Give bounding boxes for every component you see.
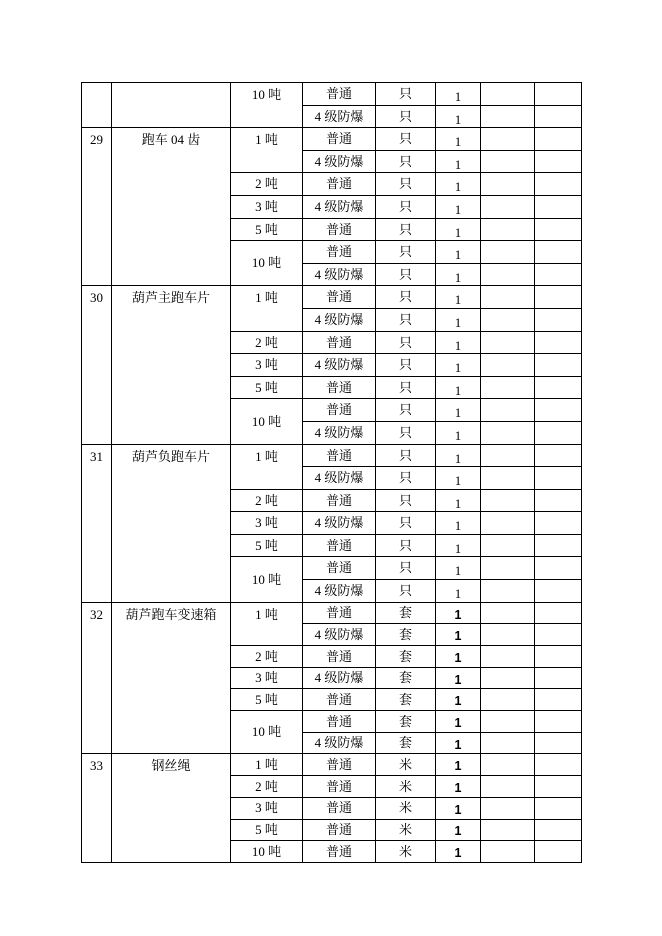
type-cell: 普通 — [303, 489, 376, 512]
empty-cell-1 — [481, 467, 535, 490]
type-cell: 4 级防爆 — [303, 624, 376, 646]
empty-cell-2 — [535, 286, 582, 309]
qty-cell: 1 — [436, 754, 481, 776]
empty-cell-2 — [535, 128, 582, 151]
empty-cell-1 — [481, 557, 535, 580]
tonnage-cell: 3 吨 — [231, 512, 303, 535]
tonnage-cell: 1 吨 — [231, 444, 303, 489]
item-name-cell: 葫芦跑车变速箱 — [112, 602, 231, 754]
qty-cell: 1 — [436, 512, 481, 535]
type-cell: 4 级防爆 — [303, 105, 376, 128]
qty-cell: 1 — [436, 105, 481, 128]
empty-cell-2 — [535, 150, 582, 173]
empty-cell-1 — [481, 776, 535, 798]
empty-cell-1 — [481, 667, 535, 689]
tonnage-cell: 2 吨 — [231, 646, 303, 668]
unit-cell: 套 — [376, 689, 436, 711]
tonnage-cell: 5 吨 — [231, 376, 303, 399]
type-cell: 普通 — [303, 797, 376, 819]
tonnage-cell: 5 吨 — [231, 534, 303, 557]
qty-cell: 1 — [436, 841, 481, 863]
tonnage-cell: 10 吨 — [231, 711, 303, 754]
unit-cell: 只 — [376, 354, 436, 377]
item-name-cell: 钢丝绳 — [112, 754, 231, 862]
tonnage-cell: 1 吨 — [231, 286, 303, 331]
empty-cell-1 — [481, 195, 535, 218]
unit-cell: 只 — [376, 173, 436, 196]
empty-cell-1 — [481, 841, 535, 863]
empty-cell-2 — [535, 557, 582, 580]
tonnage-cell: 10 吨 — [231, 399, 303, 444]
tonnage-cell: 5 吨 — [231, 218, 303, 241]
qty-cell: 1 — [436, 489, 481, 512]
empty-cell-2 — [535, 512, 582, 535]
unit-cell: 只 — [376, 331, 436, 354]
type-cell: 4 级防爆 — [303, 354, 376, 377]
tonnage-cell: 5 吨 — [231, 819, 303, 841]
empty-cell-1 — [481, 218, 535, 241]
empty-cell-1 — [481, 489, 535, 512]
item-name-cell: 葫芦主跑车片 — [112, 286, 231, 444]
qty-cell: 1 — [436, 150, 481, 173]
empty-cell-1 — [481, 263, 535, 286]
empty-cell-1 — [481, 173, 535, 196]
empty-cell-1 — [481, 376, 535, 399]
unit-cell: 套 — [376, 711, 436, 733]
unit-cell: 只 — [376, 399, 436, 422]
tonnage-cell: 2 吨 — [231, 331, 303, 354]
qty-cell: 1 — [436, 534, 481, 557]
item-index-cell: 32 — [82, 602, 112, 754]
empty-cell-2 — [535, 331, 582, 354]
qty-cell: 1 — [436, 444, 481, 467]
parts-table — [81, 82, 582, 863]
document-page — [81, 82, 582, 863]
empty-cell-1 — [481, 421, 535, 444]
unit-cell: 只 — [376, 421, 436, 444]
type-cell: 普通 — [303, 754, 376, 776]
empty-cell-2 — [535, 534, 582, 557]
qty-cell: 1 — [436, 421, 481, 444]
empty-cell-1 — [481, 308, 535, 331]
empty-cell-1 — [481, 602, 535, 624]
empty-cell-2 — [535, 732, 582, 754]
empty-cell-1 — [481, 354, 535, 377]
type-cell: 4 级防爆 — [303, 732, 376, 754]
unit-cell: 只 — [376, 150, 436, 173]
unit-cell: 米 — [376, 754, 436, 776]
item-index-cell: 29 — [82, 128, 112, 286]
qty-cell: 1 — [436, 331, 481, 354]
item-name-cell — [112, 83, 231, 128]
table-row — [82, 602, 582, 624]
unit-cell: 只 — [376, 195, 436, 218]
unit-cell: 只 — [376, 83, 436, 106]
empty-cell-1 — [481, 624, 535, 646]
unit-cell: 只 — [376, 376, 436, 399]
tonnage-cell: 1 吨 — [231, 754, 303, 776]
type-cell: 4 级防爆 — [303, 580, 376, 603]
qty-cell: 1 — [436, 376, 481, 399]
tonnage-cell: 2 吨 — [231, 173, 303, 196]
unit-cell: 只 — [376, 467, 436, 490]
type-cell: 普通 — [303, 376, 376, 399]
empty-cell-2 — [535, 711, 582, 733]
unit-cell: 只 — [376, 444, 436, 467]
type-cell: 普通 — [303, 776, 376, 798]
table-row — [82, 444, 582, 467]
empty-cell-2 — [535, 797, 582, 819]
item-name-cell: 葫芦负跑车片 — [112, 444, 231, 602]
type-cell: 普通 — [303, 128, 376, 151]
item-index-cell — [82, 83, 112, 128]
unit-cell: 只 — [376, 241, 436, 264]
qty-cell: 1 — [436, 580, 481, 603]
empty-cell-2 — [535, 263, 582, 286]
empty-cell-2 — [535, 241, 582, 264]
unit-cell: 米 — [376, 776, 436, 798]
unit-cell: 只 — [376, 534, 436, 557]
empty-cell-1 — [481, 241, 535, 264]
unit-cell: 只 — [376, 489, 436, 512]
qty-cell: 1 — [436, 624, 481, 646]
empty-cell-2 — [535, 444, 582, 467]
qty-cell: 1 — [436, 354, 481, 377]
empty-cell-1 — [481, 534, 535, 557]
empty-cell-2 — [535, 580, 582, 603]
table-row — [82, 83, 582, 106]
type-cell: 4 级防爆 — [303, 308, 376, 331]
unit-cell: 只 — [376, 263, 436, 286]
empty-cell-2 — [535, 421, 582, 444]
empty-cell-2 — [535, 489, 582, 512]
tonnage-cell: 10 吨 — [231, 83, 303, 128]
unit-cell: 只 — [376, 308, 436, 331]
empty-cell-1 — [481, 512, 535, 535]
qty-cell: 1 — [436, 467, 481, 490]
empty-cell-2 — [535, 841, 582, 863]
type-cell: 普通 — [303, 241, 376, 264]
type-cell: 4 级防爆 — [303, 667, 376, 689]
empty-cell-2 — [535, 602, 582, 624]
type-cell: 普通 — [303, 534, 376, 557]
empty-cell-2 — [535, 105, 582, 128]
empty-cell-2 — [535, 218, 582, 241]
unit-cell: 只 — [376, 286, 436, 309]
empty-cell-2 — [535, 754, 582, 776]
empty-cell-1 — [481, 580, 535, 603]
type-cell: 4 级防爆 — [303, 195, 376, 218]
table-row — [82, 128, 582, 151]
qty-cell: 1 — [436, 128, 481, 151]
type-cell: 4 级防爆 — [303, 263, 376, 286]
tonnage-cell: 10 吨 — [231, 841, 303, 863]
tonnage-cell: 1 吨 — [231, 602, 303, 645]
unit-cell: 套 — [376, 667, 436, 689]
empty-cell-2 — [535, 195, 582, 218]
type-cell: 普通 — [303, 444, 376, 467]
item-index-cell: 31 — [82, 444, 112, 602]
empty-cell-2 — [535, 689, 582, 711]
unit-cell: 只 — [376, 557, 436, 580]
tonnage-cell: 2 吨 — [231, 776, 303, 798]
type-cell: 普通 — [303, 841, 376, 863]
type-cell: 普通 — [303, 399, 376, 422]
type-cell: 普通 — [303, 689, 376, 711]
unit-cell: 米 — [376, 841, 436, 863]
tonnage-cell: 3 吨 — [231, 797, 303, 819]
empty-cell-1 — [481, 732, 535, 754]
type-cell: 普通 — [303, 646, 376, 668]
table-row — [82, 754, 582, 776]
tonnage-cell: 3 吨 — [231, 667, 303, 689]
item-index-cell: 33 — [82, 754, 112, 862]
qty-cell: 1 — [436, 83, 481, 106]
unit-cell: 套 — [376, 602, 436, 624]
empty-cell-1 — [481, 797, 535, 819]
unit-cell: 米 — [376, 819, 436, 841]
empty-cell-1 — [481, 646, 535, 668]
empty-cell-2 — [535, 83, 582, 106]
empty-cell-2 — [535, 173, 582, 196]
tonnage-cell: 10 吨 — [231, 241, 303, 286]
tonnage-cell: 1 吨 — [231, 128, 303, 173]
unit-cell: 只 — [376, 128, 436, 151]
qty-cell: 1 — [436, 667, 481, 689]
type-cell: 普通 — [303, 331, 376, 354]
qty-cell: 1 — [436, 195, 481, 218]
qty-cell: 1 — [436, 602, 481, 624]
empty-cell-1 — [481, 444, 535, 467]
unit-cell: 只 — [376, 512, 436, 535]
type-cell: 4 级防爆 — [303, 467, 376, 490]
qty-cell: 1 — [436, 286, 481, 309]
tonnage-cell: 2 吨 — [231, 489, 303, 512]
unit-cell: 套 — [376, 624, 436, 646]
qty-cell: 1 — [436, 711, 481, 733]
tonnage-cell: 3 吨 — [231, 354, 303, 377]
empty-cell-2 — [535, 624, 582, 646]
qty-cell: 1 — [436, 689, 481, 711]
qty-cell: 1 — [436, 732, 481, 754]
unit-cell: 只 — [376, 580, 436, 603]
empty-cell-1 — [481, 150, 535, 173]
empty-cell-1 — [481, 105, 535, 128]
empty-cell-1 — [481, 286, 535, 309]
empty-cell-2 — [535, 399, 582, 422]
empty-cell-1 — [481, 128, 535, 151]
empty-cell-1 — [481, 711, 535, 733]
empty-cell-2 — [535, 354, 582, 377]
empty-cell-2 — [535, 376, 582, 399]
type-cell: 普通 — [303, 711, 376, 733]
type-cell: 4 级防爆 — [303, 421, 376, 444]
type-cell: 普通 — [303, 557, 376, 580]
unit-cell: 套 — [376, 732, 436, 754]
item-index-cell: 30 — [82, 286, 112, 444]
type-cell: 普通 — [303, 286, 376, 309]
qty-cell: 1 — [436, 646, 481, 668]
empty-cell-1 — [481, 83, 535, 106]
qty-cell: 1 — [436, 819, 481, 841]
empty-cell-2 — [535, 667, 582, 689]
item-name-cell: 跑车 04 齿 — [112, 128, 231, 286]
unit-cell: 套 — [376, 646, 436, 668]
empty-cell-1 — [481, 819, 535, 841]
unit-cell: 只 — [376, 218, 436, 241]
empty-cell-1 — [481, 399, 535, 422]
type-cell: 普通 — [303, 83, 376, 106]
qty-cell: 1 — [436, 218, 481, 241]
type-cell: 普通 — [303, 602, 376, 624]
unit-cell: 只 — [376, 105, 436, 128]
type-cell: 普通 — [303, 218, 376, 241]
qty-cell: 1 — [436, 263, 481, 286]
empty-cell-1 — [481, 331, 535, 354]
empty-cell-2 — [535, 646, 582, 668]
tonnage-cell: 3 吨 — [231, 195, 303, 218]
type-cell: 普通 — [303, 173, 376, 196]
tonnage-cell: 10 吨 — [231, 557, 303, 602]
parts-table-body — [82, 83, 582, 863]
type-cell: 普通 — [303, 819, 376, 841]
empty-cell-1 — [481, 689, 535, 711]
qty-cell: 1 — [436, 308, 481, 331]
tonnage-cell: 5 吨 — [231, 689, 303, 711]
type-cell: 4 级防爆 — [303, 150, 376, 173]
empty-cell-2 — [535, 776, 582, 798]
empty-cell-2 — [535, 308, 582, 331]
empty-cell-1 — [481, 754, 535, 776]
qty-cell: 1 — [436, 173, 481, 196]
table-row — [82, 286, 582, 309]
qty-cell: 1 — [436, 399, 481, 422]
qty-cell: 1 — [436, 241, 481, 264]
qty-cell: 1 — [436, 557, 481, 580]
empty-cell-2 — [535, 467, 582, 490]
type-cell: 4 级防爆 — [303, 512, 376, 535]
qty-cell: 1 — [436, 776, 481, 798]
unit-cell: 米 — [376, 797, 436, 819]
empty-cell-2 — [535, 819, 582, 841]
qty-cell: 1 — [436, 797, 481, 819]
